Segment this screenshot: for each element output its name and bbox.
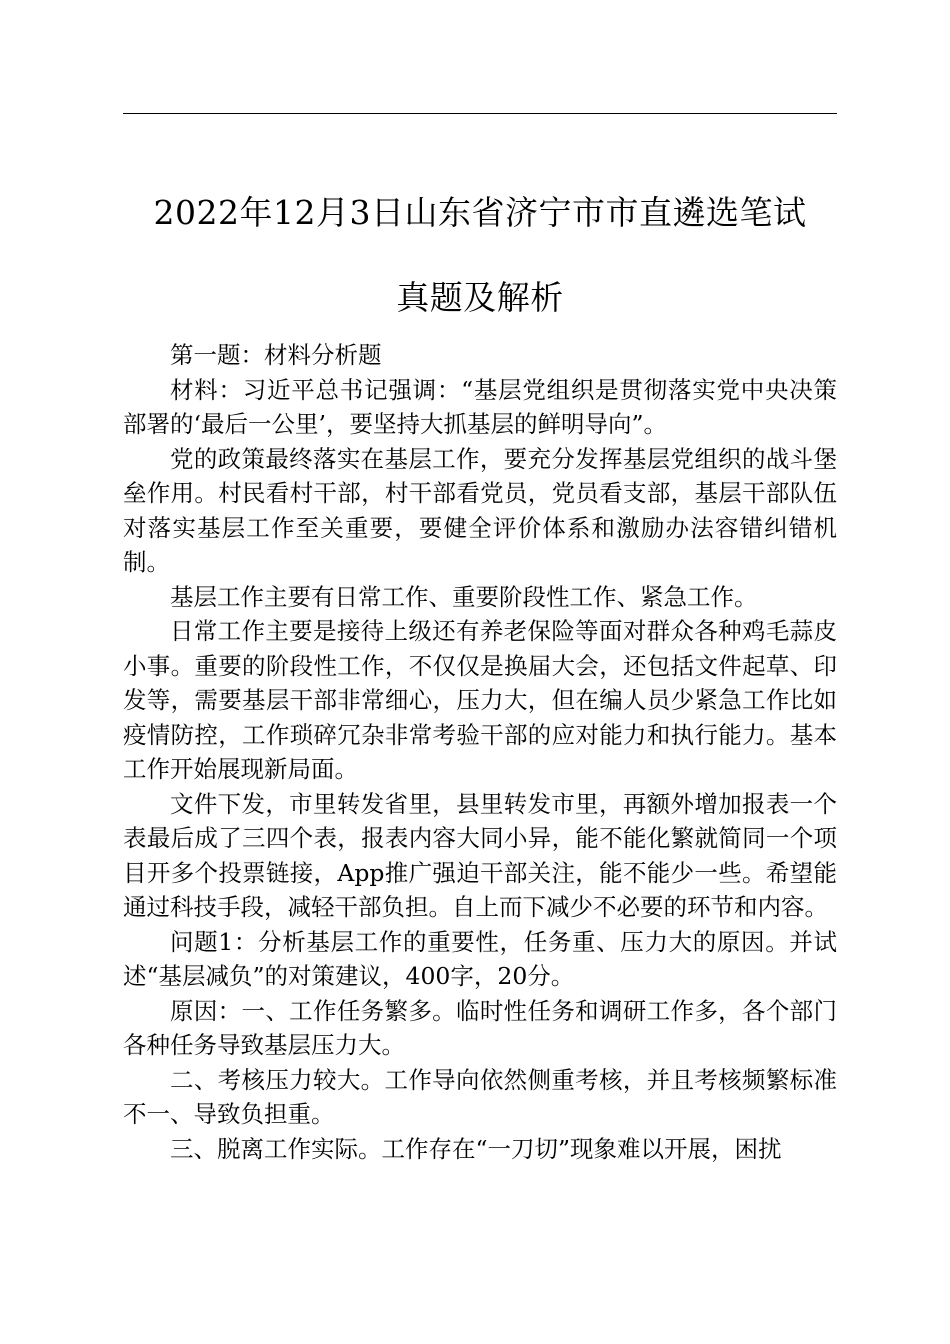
paragraph: 党的政策最终落实在基层工作，要充分发挥基层党组织的战斗堡垒作用。村民看村干部，村干部看党员，党员看支部，基层干部队伍对落实基层工作至关重要，要健全评价体系和激励办法容错纠错机制。 [123, 444, 837, 576]
section-heading: 第一题：材料分析题 [170, 341, 382, 369]
title-line-1: 2022年12月3日山东省济宁市市直遴选笔试 [153, 193, 807, 232]
paragraph: 日常工作主要是接待上级还有养老保险等面对群众各种鸡毛蒜皮小事。重要的阶段性工作，不仅仅是换届大会，还包括文件起草、印发等，需要基层干部非常细心，压力大，但在编人员少紧急工作比如疫情防控，工作琐碎冗杂非常考验干部的应对能力和执行能力。基本工作开始展现新局面。 [123, 617, 837, 783]
header-rule [123, 113, 837, 114]
document-title [123, 170, 837, 340]
paragraph: 材料：习近平总书记强调：“基层党组织是贯彻落实党中央决策部署的‘最后一公里’，要坚持大抓基层的鲜明导向”。 [123, 375, 837, 438]
question-paragraph: 问题1：分析基层工作的重要性，任务重、压力大的原因。并试述“基层减负”的对策建议，400字，20分。 [123, 927, 837, 990]
document-body [123, 338, 837, 1166]
title-line-2: 真题及解析 [396, 278, 564, 317]
paragraph: 文件下发，市里转发省里，县里转发市里，再额外增加报表一个表最后成了三四个表，报表内容大同小异，能不能化繁就简同一个项目开多个投票链接，App推广强迫干部关注，能不能少一些。希望能通过科技手段，减轻干部负担。自上而下减少不必要的环节和内容。 [123, 789, 837, 921]
answer-paragraph: 三、脱离工作实际。工作存在“一刀切”现象难以开展，困扰 [170, 1134, 782, 1163]
answer-paragraph: 原因：一、工作任务繁多。临时性任务和调研工作多，各个部门各种任务导致基层压力大。 [123, 996, 837, 1059]
paragraph: 基层工作主要有日常工作、重要阶段性工作、紧急工作。 [170, 582, 758, 611]
answer-paragraph: 二、考核压力较大。工作导向依然侧重考核，并且考核频繁标准不一、导致负担重。 [123, 1065, 837, 1128]
